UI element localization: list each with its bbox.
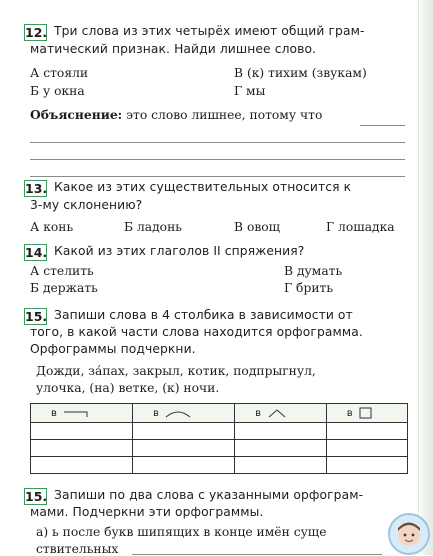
table-cell[interactable]	[326, 423, 407, 440]
option[interactable]: В думать	[284, 264, 343, 278]
task-number: 15.	[25, 309, 48, 324]
option[interactable]: Г лошадка	[326, 220, 395, 234]
table-cell[interactable]	[326, 457, 407, 474]
option[interactable]: А стояли	[30, 66, 89, 80]
explanation-text: это слово лишнее, потому что	[126, 108, 323, 122]
answer-line[interactable]	[30, 159, 405, 160]
option[interactable]: Б у окна	[30, 84, 85, 98]
question-line: Какой из этих глаголов II спряжения?	[54, 244, 305, 258]
option[interactable]: А конь	[30, 220, 74, 234]
option[interactable]: А стелить	[30, 264, 94, 278]
question-line: Какое из этих существительных относится к	[54, 180, 352, 194]
column-header-suffix: в	[235, 404, 327, 423]
question-line: того, в какой части слова находится орфограмма.	[30, 325, 363, 339]
table-cell[interactable]	[31, 440, 133, 457]
avatar	[388, 513, 430, 555]
table-cell[interactable]	[133, 440, 235, 457]
table-cell[interactable]	[133, 423, 235, 440]
table-cell[interactable]	[235, 440, 327, 457]
prefix-mark-icon	[63, 408, 89, 418]
table-cell[interactable]	[133, 457, 235, 474]
face-icon	[390, 515, 428, 553]
question-line: мами. Подчеркни эти орфограммы.	[30, 505, 264, 519]
task-number: 14.	[25, 245, 48, 260]
option[interactable]: Г брить	[284, 281, 334, 295]
option[interactable]: Г мы	[234, 84, 266, 98]
question-line: Орфограммы подчеркни.	[30, 342, 196, 356]
column-header-prefix: в	[31, 404, 133, 423]
question-line: Запиши слова в 4 столбика в зависимости от	[54, 308, 353, 322]
question-line: Три слова из этих четырёх имеют общий грам-	[54, 24, 365, 38]
answer-line[interactable]	[360, 125, 405, 126]
word-list: улочка, (на) ветке, (к) ночи.	[36, 381, 220, 395]
table-cell[interactable]	[326, 440, 407, 457]
table-cell[interactable]	[31, 423, 133, 440]
table-cell[interactable]	[31, 457, 133, 474]
task-number: 15.	[25, 489, 48, 504]
explanation-label: Объяснение:	[30, 107, 123, 122]
word-list: Дожди, за́пах, закрыл, котик, подпрыгнул,	[36, 364, 316, 378]
option[interactable]: Б ладонь	[124, 220, 182, 234]
item-a: ствительных	[36, 542, 119, 556]
column-header-root: в	[133, 404, 235, 423]
suffix-mark-icon	[267, 408, 287, 418]
answer-table	[30, 403, 408, 474]
option[interactable]: В овощ	[234, 220, 281, 234]
page-edge	[419, 0, 433, 555]
answer-line[interactable]	[30, 176, 405, 177]
item-a: а) ь после букв шипящих в конце имён суще	[36, 525, 327, 539]
column-header-ending: в	[326, 404, 407, 423]
ending-mark-icon	[359, 407, 373, 419]
table-cell[interactable]	[235, 457, 327, 474]
question-line: матический признак. Найди лишнее слово.	[30, 42, 317, 56]
question-line: 3-му склонению?	[30, 198, 143, 212]
page-edge-line	[418, 0, 419, 555]
option[interactable]: В (к) тихим (звукам)	[234, 66, 367, 80]
table-cell[interactable]	[235, 423, 327, 440]
question-line: Запиши по два слова с указанными орфограм-	[54, 488, 364, 502]
root-mark-icon	[165, 408, 191, 418]
option[interactable]: Б держать	[30, 281, 98, 295]
task-number: 12.	[25, 25, 48, 40]
answer-line[interactable]	[30, 142, 405, 143]
task-number: 13.	[25, 181, 48, 196]
